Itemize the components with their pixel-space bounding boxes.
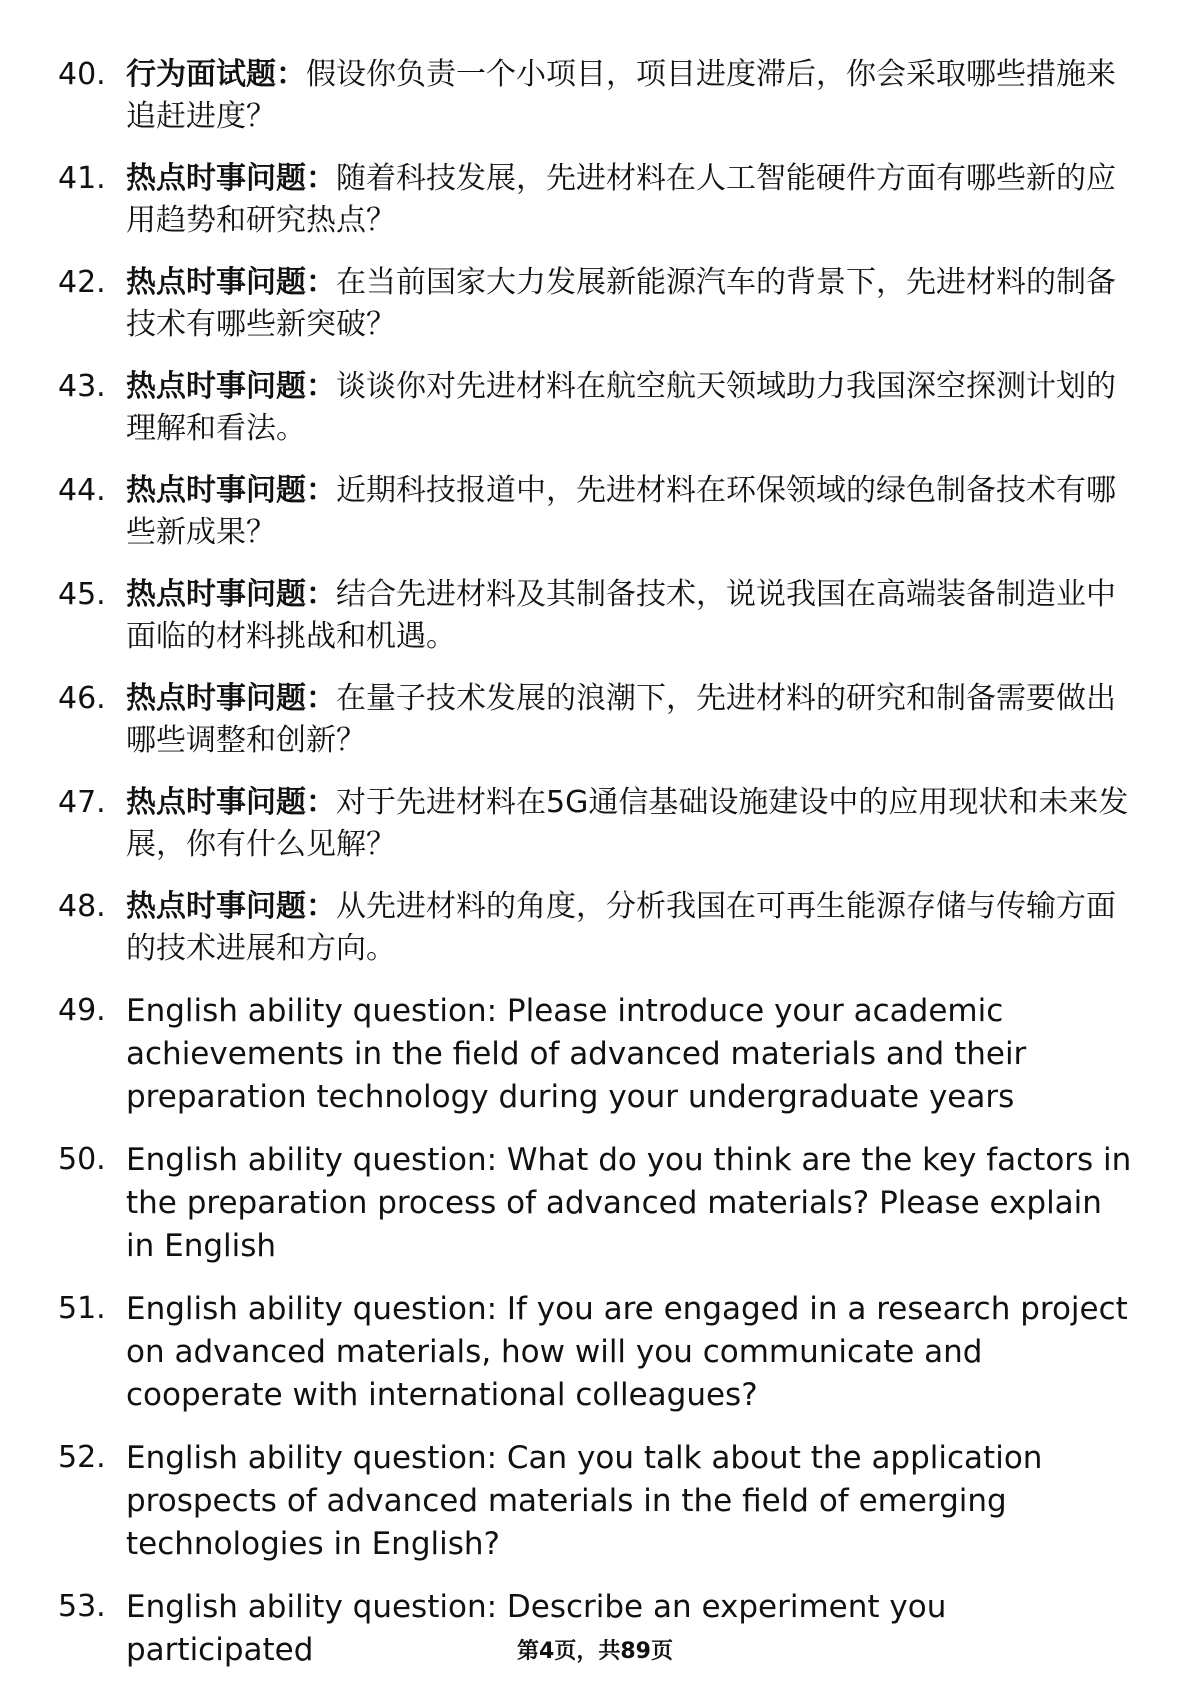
question-number: 43. [58, 369, 106, 404]
question-text [126, 470, 1138, 554]
question-item [58, 574, 1138, 658]
question-item [58, 1139, 1138, 1268]
question-number: 40. [58, 57, 106, 92]
question-text [126, 678, 1138, 762]
question-text [126, 886, 1138, 970]
question-item [58, 990, 1138, 1119]
question-item [58, 1288, 1138, 1417]
question-list [58, 54, 1138, 1692]
question-number: 49. [58, 993, 106, 1028]
question-category: 热点时事问题： [126, 889, 336, 924]
question-number: 48. [58, 889, 106, 924]
question-number: 45. [58, 577, 106, 612]
question-body: 随着科技发展，先进材料在人工智能硬件方面有哪些新的应用趋势和研究热点？ [126, 161, 1116, 238]
question-category: 热点时事问题： [126, 265, 336, 300]
question-text [126, 782, 1138, 866]
question-number: 47. [58, 785, 106, 820]
question-category: 行为面试题： [126, 57, 306, 92]
question-body: 对于先进材料在5G通信基础设施建设中的应用现状和未来发展，你有什么见解？ [126, 785, 1129, 862]
question-category: 热点时事问题： [126, 785, 336, 820]
question-category: 热点时事问题： [126, 681, 336, 716]
question-item [58, 54, 1138, 138]
question-text [126, 262, 1138, 346]
question-text: English ability question: What do you think are the key factors in the preparation process of advanced materials? Please explain in English [126, 1142, 1132, 1264]
question-body: 在量子技术发展的浪潮下，先进材料的研究和制备需要做出哪些调整和创新？ [126, 681, 1116, 758]
question-number: 44. [58, 473, 106, 508]
question-number: 46. [58, 681, 106, 716]
question-body: 谈谈你对先进材料在航空航天领域助力我国深空探测计划的理解和看法。 [126, 369, 1116, 446]
question-item [58, 886, 1138, 970]
question-text [126, 574, 1138, 658]
question-text: English ability question: If you are engaged in a research project on advanced materials, how will you communicate and cooperate with international colleagues? [126, 1291, 1128, 1413]
question-text: English ability question: Please introduce your academic achievements in the field of advanced materials and their preparation technology during your undergraduate years [126, 993, 1027, 1115]
question-number: 42. [58, 265, 106, 300]
question-number: 51. [58, 1291, 106, 1326]
question-item [58, 366, 1138, 450]
question-category: 热点时事问题： [126, 369, 336, 404]
question-category: 热点时事问题： [126, 473, 336, 508]
question-number: 52. [58, 1440, 106, 1475]
question-item [58, 678, 1138, 762]
question-item [58, 262, 1138, 346]
question-body: 假设你负责一个小项目，项目进度滞后，你会采取哪些措施来追赶进度？ [126, 57, 1116, 134]
question-body: 结合先进材料及其制备技术，说说我国在高端装备制造业中面临的材料挑战和机遇。 [126, 577, 1116, 654]
question-category: 热点时事问题： [126, 161, 336, 196]
question-item [58, 782, 1138, 866]
question-text: English ability question: Describe an experiment you participated [126, 1589, 947, 1668]
question-body: 从先进材料的角度，分析我国在可再生能源存储与传输方面的技术进展和方向。 [126, 889, 1116, 966]
question-text: English ability question: Can you talk about the application prospects of advanced materials in the field of emerging technologies in English? [126, 1440, 1043, 1562]
question-text [126, 366, 1138, 450]
question-number: 50. [58, 1142, 106, 1177]
question-number: 41. [58, 161, 106, 196]
question-text [126, 158, 1138, 242]
question-body: 在当前国家大力发展新能源汽车的背景下，先进材料的制备技术有哪些新突破？ [126, 265, 1116, 342]
question-number: 53. [58, 1589, 106, 1624]
question-category: 热点时事问题： [126, 577, 336, 612]
question-item [58, 470, 1138, 554]
question-body: 近期科技报道中，先进材料在环保领域的绿色制备技术有哪些新成果？ [126, 473, 1116, 550]
question-item [58, 1437, 1138, 1566]
question-item [58, 158, 1138, 242]
question-text [126, 54, 1138, 138]
page-footer: 第4页，共89页 [517, 1639, 673, 1664]
